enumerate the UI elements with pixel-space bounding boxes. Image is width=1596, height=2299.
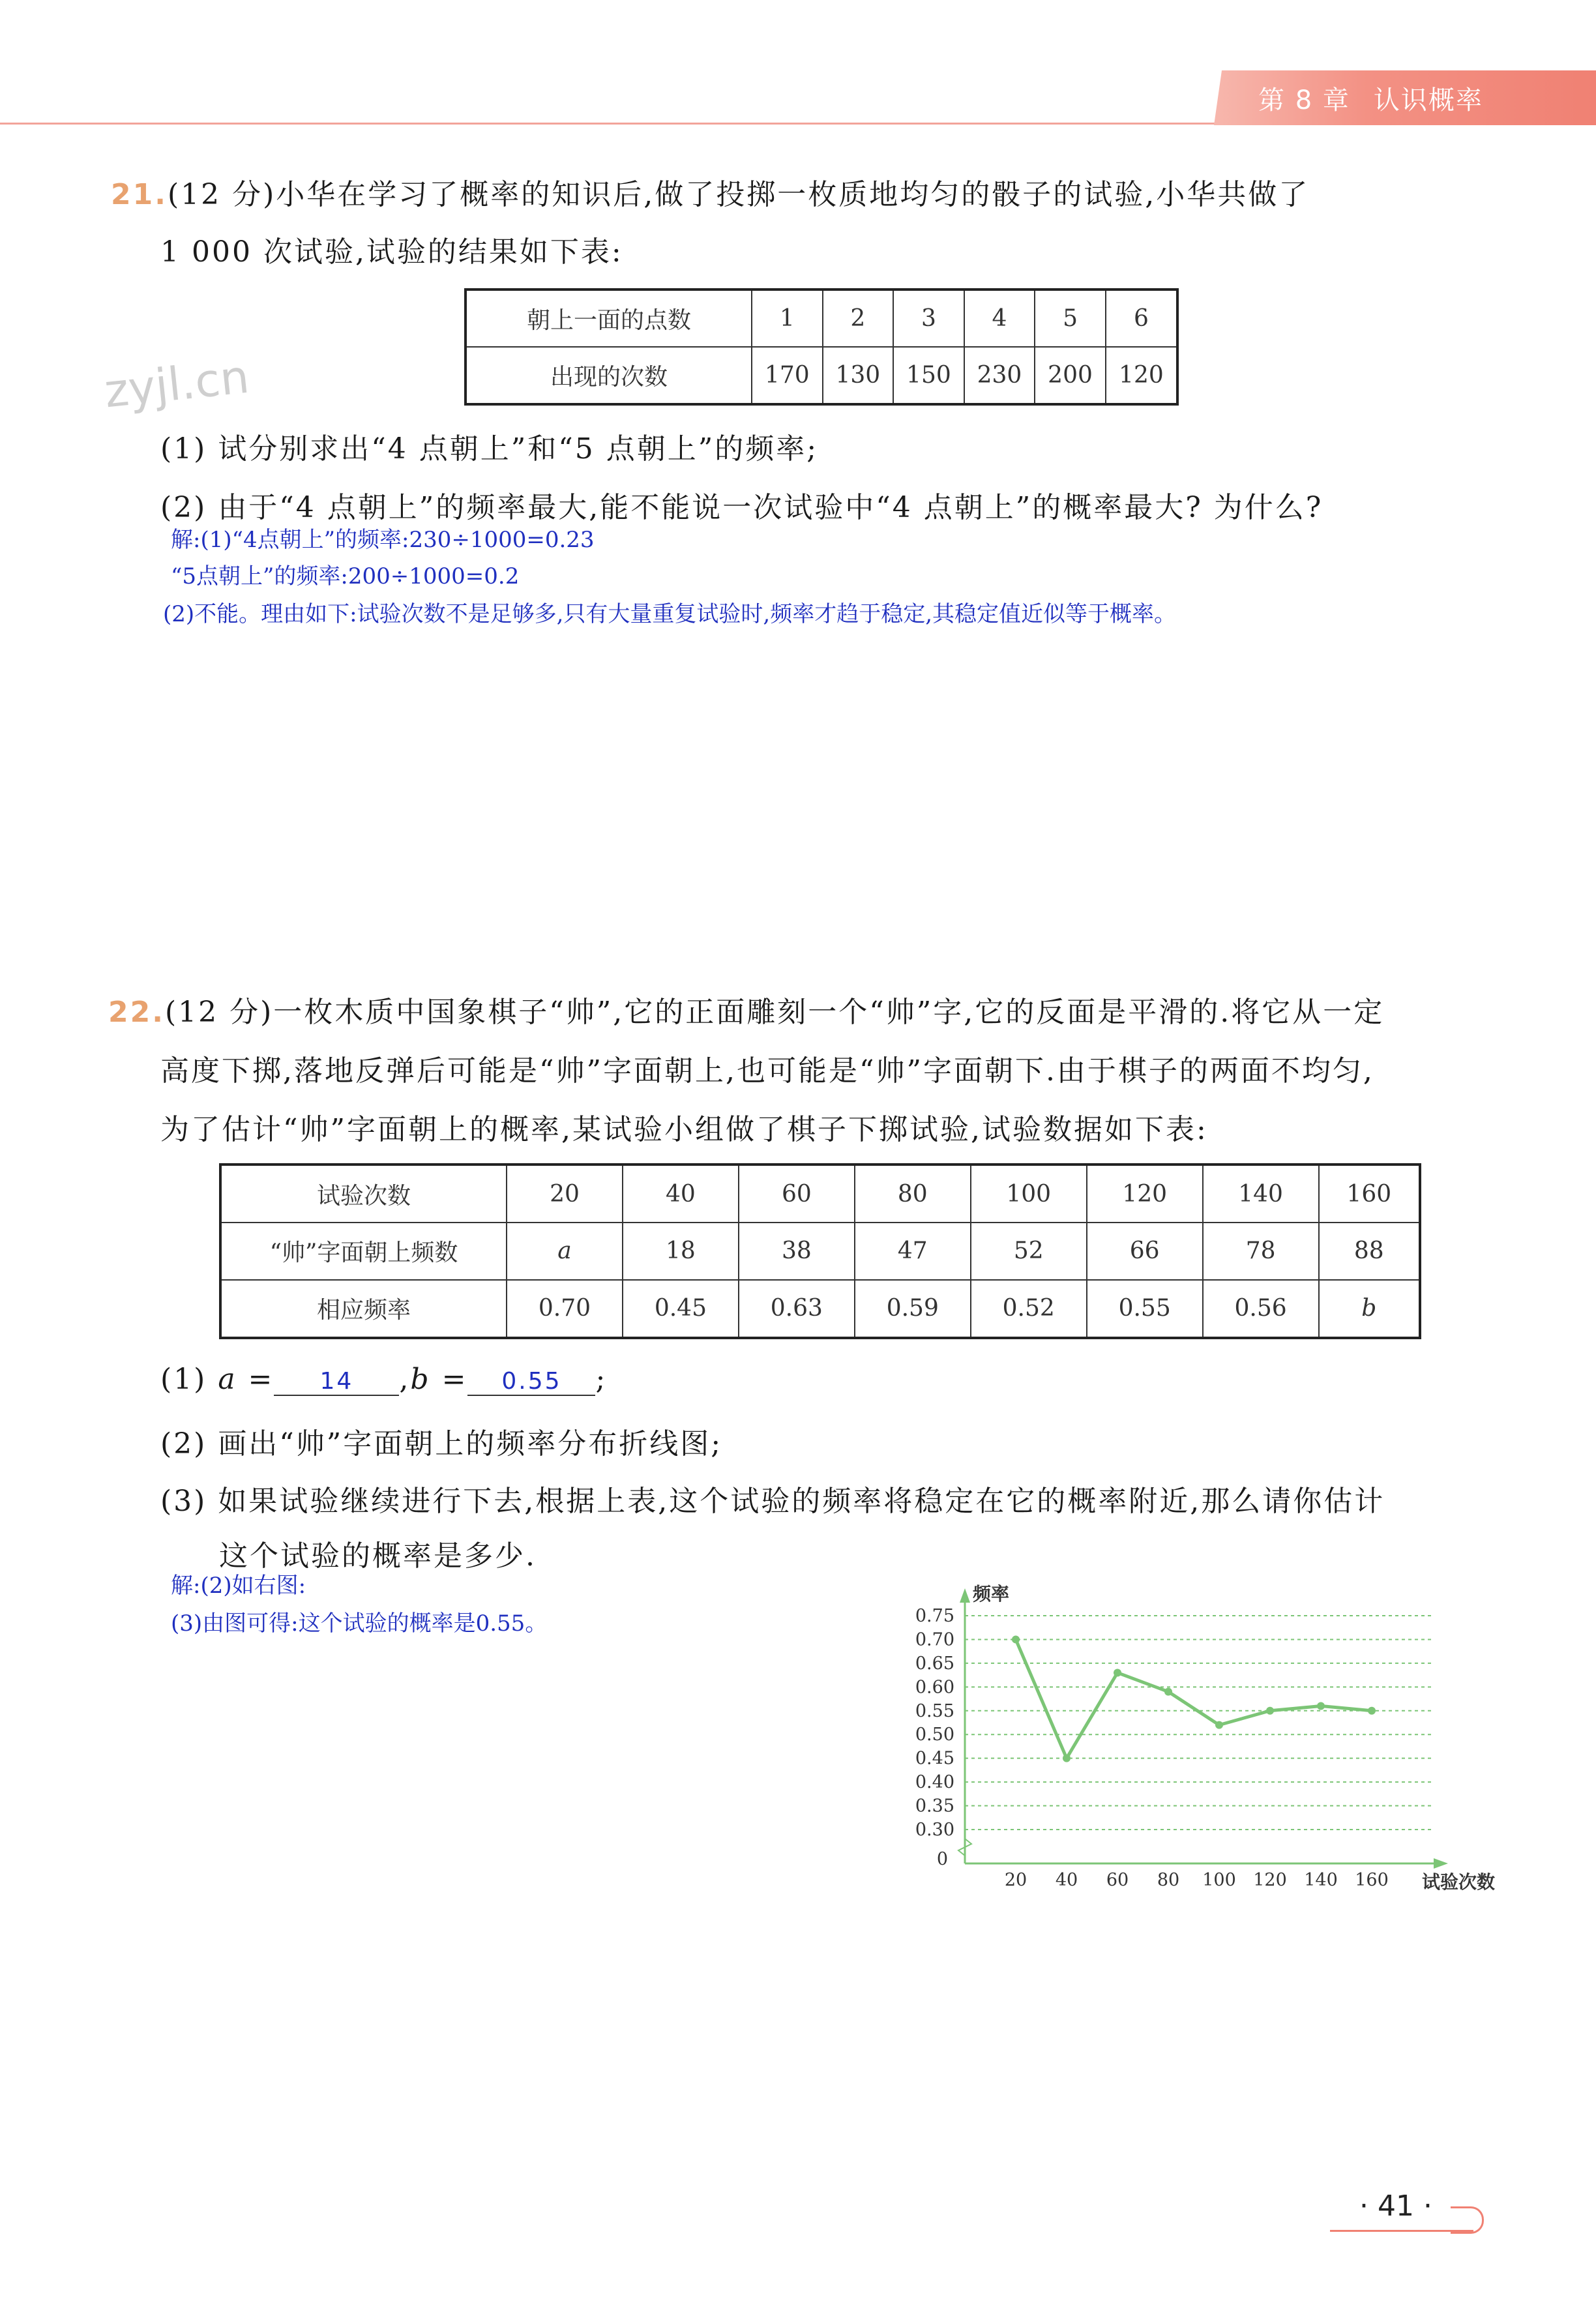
q22-sub3-line2: 这个试验的概率是多少. [219,1539,537,1573]
y-tick-label: 0.30 [915,1820,954,1840]
table-cell: 88 [1319,1223,1420,1280]
table-cell: 5 [1035,289,1106,347]
series-line [1016,1639,1372,1758]
data-point [1368,1707,1376,1715]
y-tick-label: 0.75 [915,1606,954,1626]
chapter-heading [1258,80,1507,117]
table-header-cell: “帅”字面朝上频数 [220,1223,507,1280]
q22-table [219,1163,1421,1339]
table-row [220,1164,1420,1223]
x-tick-label: 140 [1304,1870,1338,1890]
data-point [1164,1688,1172,1696]
y-tick-label: 0.45 [915,1748,954,1769]
table-cell: 60 [739,1164,855,1223]
table-cell: 2 [823,289,894,347]
table-cell: 47 [855,1223,971,1280]
q21-answer-line1: 解:(1)“4点朝上”的频率:230÷1000=0.23 [171,527,595,553]
table-cell: 0.70 [507,1280,623,1338]
y-tick-label: 0.65 [915,1653,954,1674]
q21-answer-line2: “5点朝上”的频率:200÷1000=0.2 [171,563,520,589]
table-cell: 0.52 [971,1280,1087,1338]
chapter-number: 第 8 章 [1258,85,1350,115]
y-tick-label: 0.40 [915,1772,954,1793]
x-tick-label: 20 [1004,1870,1027,1890]
table-cell: b [1319,1280,1420,1338]
table-cell: 160 [1319,1164,1420,1223]
q22-sub3-line1: (3) 如果试验继续进行下去,根据上表,这个试验的频率将稳定在它的概率附近,那么请你估计 [160,1485,1385,1518]
table-cell: 4 [964,289,1035,347]
origin-label: 0 [936,1849,948,1869]
q21-sub2: (2) 由于“4 点朝上”的频率最大,能不能说一次试验中“4 点朝上”的概率最大? 为什么? [160,491,1323,524]
q22-line1: 22.(12 分)一枚木质中国象棋子“帅”,它的正面雕刻一个“帅”字,它的反面是平滑的.将它从一定 [108,996,1385,1029]
table-cell: 78 [1203,1223,1319,1280]
table-cell: 80 [855,1164,971,1223]
y-axis-arrow [960,1588,970,1603]
x-axis-arrow [1434,1858,1448,1869]
q22-line2: 高度下掷,落地反弹后可能是“帅”字面朝上,也可能是“帅”字面朝下.由于棋子的两面不均匀, [160,1054,1374,1088]
x-tick-label: 160 [1355,1870,1389,1890]
table-cell: 150 [893,347,964,404]
y-tick-label: 0.55 [915,1700,954,1721]
q22-sub1: (1) a = 14 ,b = 0.55 ; [160,1363,608,1396]
table-cell: 6 [1106,289,1177,347]
var-a: a [218,1363,237,1396]
table-row [466,289,1177,347]
q22-line3: 为了估计“帅”字面朝上的概率,某试验小组做了棋子下掷试验,试验数据如下表: [160,1113,1208,1146]
answer-a: 14 [274,1368,399,1396]
watermark: zyjl.cn [102,349,252,419]
chapter-title: 认识概率 [1373,85,1483,115]
x-tick-label: 40 [1055,1870,1078,1890]
table-cell: 20 [507,1164,623,1223]
table-cell: 1 [752,289,823,347]
table-cell: a [507,1223,623,1280]
table-cell: 66 [1087,1223,1203,1280]
table-cell: 170 [752,347,823,404]
data-point [1114,1669,1121,1676]
table-cell: 38 [739,1223,855,1280]
table-row [220,1280,1420,1338]
q21-line1: 21.(12 分)小华在学习了概率的知识后,做了投掷一枚质地均匀的骰子的试验,小华共做了 [111,178,1310,211]
data-point [1266,1707,1274,1715]
table-cell: 120 [1106,347,1177,404]
q21-line2: 1 000 次试验,试验的结果如下表: [160,235,623,269]
table-cell: 0.59 [855,1280,971,1338]
y-tick-label: 0.70 [915,1629,954,1650]
page-number-curve [1451,2206,1484,2234]
table-cell: 3 [893,289,964,347]
table-header-cell: 试验次数 [220,1164,507,1223]
data-point [1317,1702,1325,1710]
q21-answer-line3: (2)不能。理由如下:试验次数不是足够多,只有大量重复试验时,频率才趋于稳定,其稳定值近似等于概率。 [163,601,1177,627]
x-tick-label: 100 [1202,1870,1236,1890]
var-b: b [410,1363,431,1396]
table-cell: 0.56 [1203,1280,1319,1338]
frequency-line-chart [906,1577,1496,1896]
x-tick-label: 120 [1253,1870,1287,1890]
table-row [220,1223,1420,1280]
page-number: · 41 · [1359,2189,1432,2223]
y-tick-label: 0.60 [915,1677,954,1698]
table-row [466,347,1177,404]
table-header-cell: 朝上一面的点数 [466,289,752,347]
q21-sub1: (1) 试分别求出“4 点朝上”和“5 点朝上”的频率; [160,432,819,466]
table-cell: 40 [623,1164,739,1223]
table-cell: 0.63 [739,1280,855,1338]
data-point [1012,1635,1020,1643]
table-cell: 0.45 [623,1280,739,1338]
data-point [1063,1755,1071,1762]
table-cell: 100 [971,1164,1087,1223]
x-tick-label: 80 [1157,1870,1180,1890]
table-cell: 120 [1087,1164,1203,1223]
table-cell: 230 [964,347,1035,404]
table-header-cell: 相应频率 [220,1280,507,1338]
q22-sub2: (2) 画出“帅”字面朝上的频率分布折线图; [160,1427,723,1461]
table-cell: 200 [1035,347,1106,404]
table-cell: 18 [623,1223,739,1280]
table-cell: 130 [823,347,894,404]
y-tick-label: 0.35 [915,1796,954,1817]
y-axis-title: 频率 [973,1583,1010,1605]
x-tick-label: 60 [1106,1870,1129,1890]
q21-number: 21. [111,178,168,211]
table-cell: 52 [971,1223,1087,1280]
data-point [1215,1721,1223,1729]
table-cell: 0.55 [1087,1280,1203,1338]
x-axis-title: 试验次数 [1422,1871,1496,1893]
y-tick-label: 0.50 [915,1725,954,1745]
q21-table [464,288,1179,406]
table-cell: 140 [1203,1164,1319,1223]
answer-b: 0.55 [467,1368,595,1396]
q22-answer-line2: (3)由图可得:这个试验的概率是0.55。 [171,1610,548,1637]
q22-number: 22. [108,996,165,1029]
table-header-cell: 出现的次数 [466,347,752,404]
q22-answer-line1: 解:(2)如右图: [171,1573,306,1599]
